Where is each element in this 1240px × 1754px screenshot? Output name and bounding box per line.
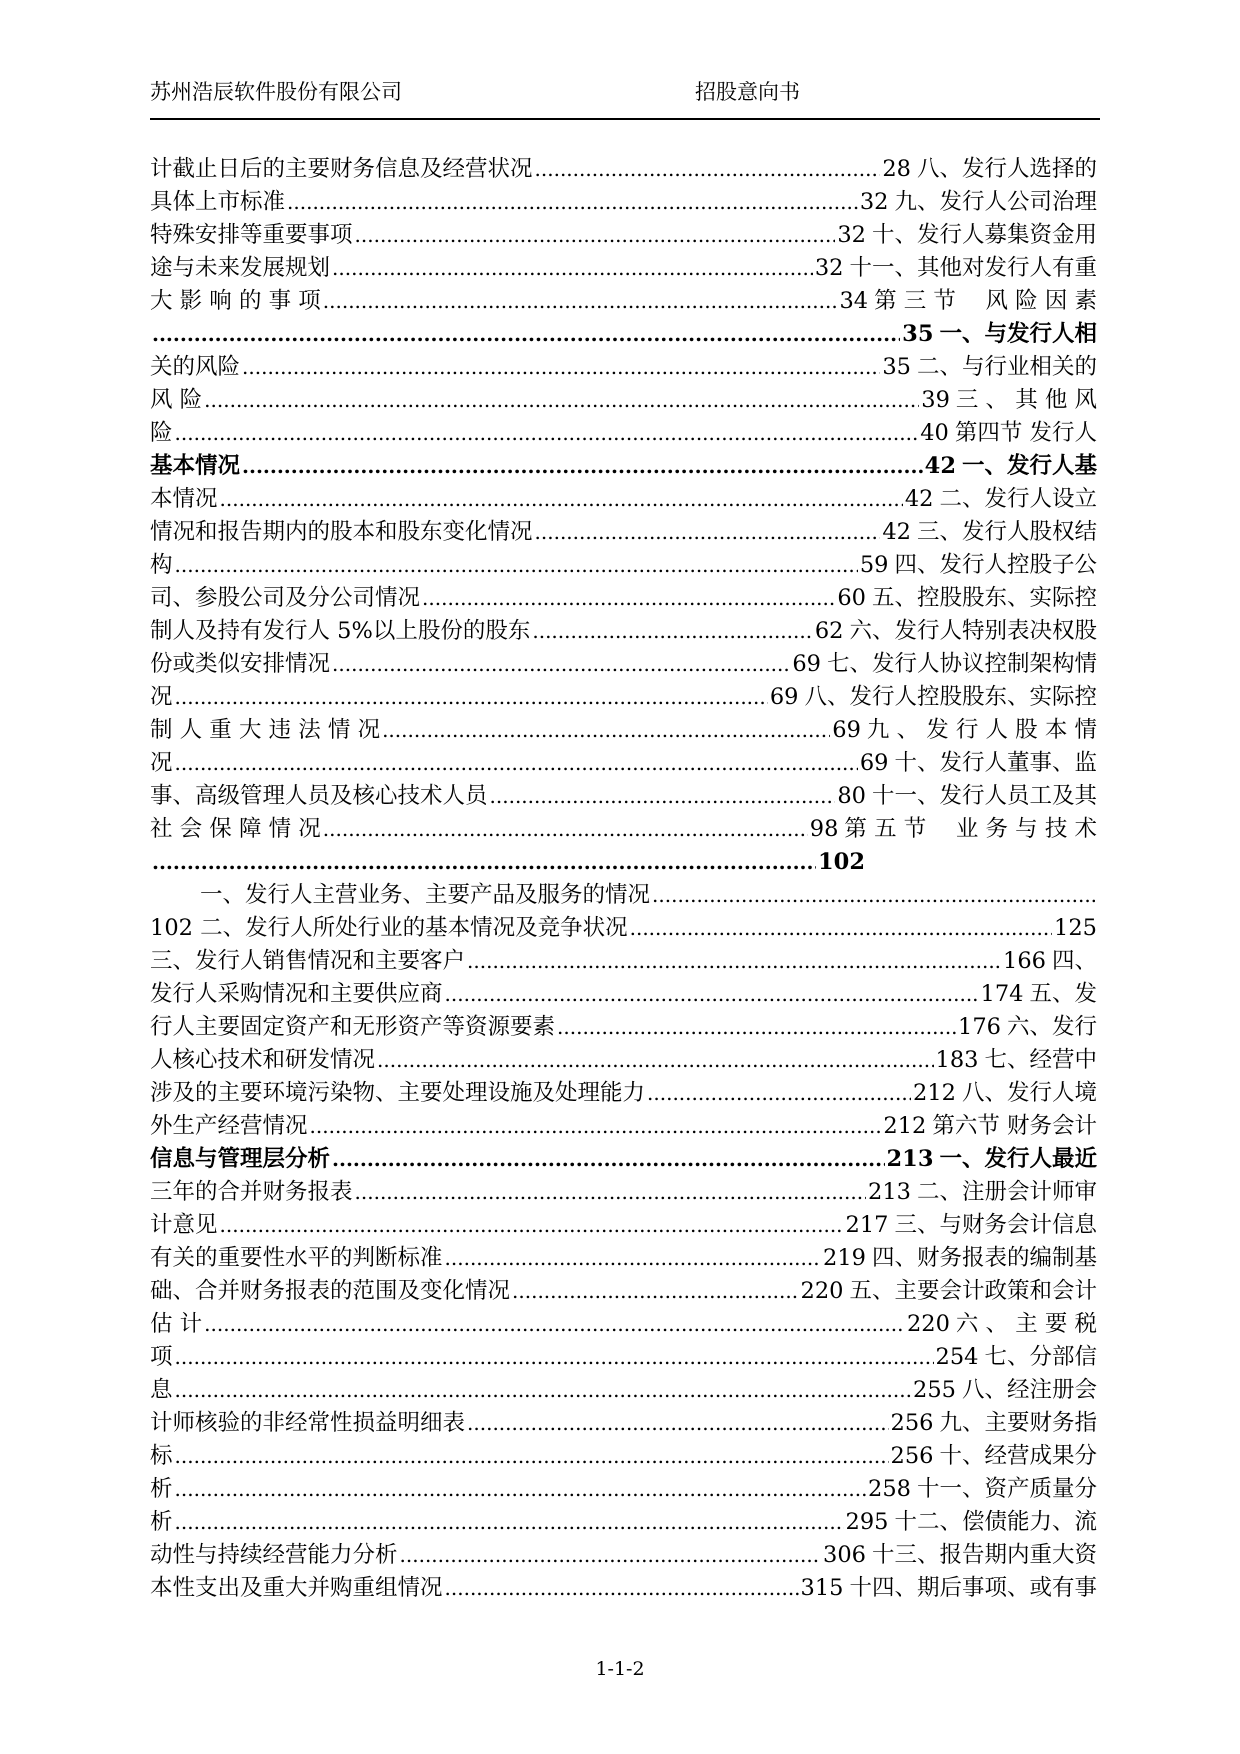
toc-leader-dots	[382, 714, 830, 747]
toc-next-entry-text: 十、发行人募集资金用	[871, 222, 1097, 248]
toc-entry-text: 动性与持续经营能力分析	[150, 1542, 398, 1568]
toc-leader-dots	[647, 1077, 911, 1110]
toc-page-number: 35	[882, 354, 911, 380]
toc-leader-dots	[287, 186, 858, 219]
toc-entry-text: 基本情况	[150, 453, 241, 479]
company-name: 苏州浩辰软件股份有限公司	[150, 80, 402, 104]
toc-entry-text: 关的风险	[150, 354, 241, 380]
toc-line	[150, 285, 1097, 318]
toc-leader-dots	[220, 1209, 844, 1242]
toc-entry-text: 息	[150, 1377, 173, 1403]
toc-line	[150, 252, 1097, 285]
table-of-contents	[150, 153, 1097, 1605]
toc-leader-dots	[490, 780, 836, 813]
page-header	[150, 76, 1100, 116]
toc-next-entry-text: 七、经营中	[984, 1047, 1097, 1073]
toc-line	[150, 1110, 1097, 1143]
toc-line	[150, 714, 1097, 747]
toc-line	[150, 846, 865, 879]
toc-next-entry-text: 四、发行人控股子公	[894, 552, 1097, 578]
toc-line	[150, 681, 1097, 714]
toc-line	[150, 351, 1097, 384]
toc-line	[150, 219, 1097, 252]
toc-line	[150, 549, 1097, 582]
toc-line	[150, 879, 1097, 912]
toc-next-entry-text: 十二、偿债能力、流	[894, 1509, 1097, 1535]
toc-next-entry-text: 一、发行人基	[961, 453, 1097, 479]
toc-next-entry-text: 第六节 财务会计	[932, 1113, 1097, 1139]
toc-entry-text: 具体上市标准	[150, 189, 286, 215]
toc-leader-dots	[310, 1110, 882, 1143]
toc-next-entry-text: 八、发行人选择的	[916, 156, 1097, 182]
toc-entry-text: 析	[150, 1476, 173, 1502]
toc-entry-text: 计意见	[150, 1212, 218, 1238]
toc-page-number: 35	[902, 321, 934, 347]
toc-line	[150, 912, 1097, 945]
toc-page-number: 42	[924, 453, 956, 479]
toc-page-number: 258	[868, 1476, 911, 1502]
toc-page-number: 32	[814, 255, 844, 281]
toc-leader-dots	[204, 1308, 905, 1341]
toc-leader-dots	[175, 747, 858, 780]
toc-next-entry-text: 一、与发行人相	[939, 321, 1097, 347]
toc-next-entry-text: 三、与财务会计信息	[894, 1212, 1097, 1238]
page-number: 1-1-2	[595, 1658, 645, 1680]
toc-next-entry-text: 二、注册会计师审	[916, 1179, 1097, 1205]
document-title: 招股意向书	[695, 80, 800, 104]
toc-line	[150, 1176, 1097, 1209]
toc-next-entry-text: 十、经营成果分	[939, 1443, 1097, 1469]
toc-page-number: 59	[859, 552, 889, 578]
toc-leader-dots	[512, 1275, 799, 1308]
toc-next-entry-text: 九、发行人公司治理	[894, 189, 1097, 215]
toc-next-entry-text: 八、发行人境	[961, 1080, 1097, 1106]
toc-next-entry-text: 十一、资产质量分	[916, 1476, 1097, 1502]
toc-next-entry-text: 一、发行人最近	[939, 1146, 1097, 1172]
toc-next-entry-text: 十、发行人董事、监	[894, 750, 1097, 776]
toc-entry-text: 标	[150, 1443, 173, 1469]
toc-leader-dots	[323, 285, 838, 318]
toc-next-entry-text: 第 三 节 风 险 因 素	[874, 288, 1097, 314]
toc-leader-dots	[467, 945, 1001, 978]
toc-page-number: 174	[980, 981, 1024, 1007]
toc-leader-dots	[445, 1242, 822, 1275]
toc-page-number: 125	[1054, 915, 1097, 941]
toc-entry-text: 人核心技术和研发情况	[150, 1047, 376, 1073]
toc-next-entry-text: 五、控股股东、实际控	[871, 585, 1097, 611]
toc-next-entry-text: 六、发行人特别表决权股	[849, 618, 1097, 644]
toc-entry-text: 计截止日后的主要财务信息及经营状况	[150, 156, 533, 182]
toc-page-number: 69	[859, 750, 889, 776]
toc-leader-dots	[355, 219, 836, 252]
toc-next-entry-text: 八、经注册会	[961, 1377, 1097, 1403]
toc-line	[150, 153, 1097, 186]
toc-line	[150, 1242, 1097, 1275]
toc-line	[150, 1143, 1097, 1176]
toc-leader-dots	[152, 846, 816, 879]
toc-line	[150, 1539, 1097, 1572]
toc-page-number: 219	[823, 1245, 866, 1271]
toc-line	[150, 1506, 1097, 1539]
toc-next-entry-text: 四、	[1051, 948, 1097, 974]
toc-leader-dots	[242, 450, 923, 483]
toc-entry-text: 险	[150, 420, 173, 446]
toc-entry-text: 大 影 响 的 事 项	[150, 288, 321, 314]
toc-entry-text: 础、合并财务报表的范围及变化情况	[150, 1278, 511, 1304]
toc-leader-dots	[332, 1143, 885, 1176]
toc-entry-text: 三年的合并财务报表	[150, 1179, 353, 1205]
toc-leader-dots	[535, 153, 881, 186]
toc-entry-text: 计师核验的非经常性损益明细表	[150, 1410, 466, 1436]
toc-page-number: 40	[920, 420, 949, 446]
toc-page-number: 217	[845, 1212, 889, 1238]
toc-leader-dots	[175, 681, 768, 714]
toc-next-entry-text: 六、发行	[1006, 1014, 1097, 1040]
toc-page-number: 220	[906, 1311, 950, 1337]
toc-leader-dots	[630, 912, 1052, 945]
toc-page-number: 28	[882, 156, 911, 182]
toc-page-number: 176	[958, 1014, 1001, 1040]
toc-line	[150, 417, 1097, 450]
toc-next-entry-text: 七、发行人协议控制架构情	[826, 651, 1097, 677]
toc-leader-dots	[323, 813, 808, 846]
toc-line	[150, 1572, 1097, 1605]
toc-leader-dots	[332, 648, 790, 681]
toc-page-number: 80	[837, 783, 866, 809]
toc-page-number: 255	[913, 1377, 956, 1403]
toc-next-entry-text: 九、主要财务指	[939, 1410, 1097, 1436]
toc-line	[150, 1440, 1097, 1473]
toc-page-number: 295	[845, 1509, 889, 1535]
toc-page-number: 32	[859, 189, 889, 215]
toc-entry-text: 本情况	[150, 486, 218, 512]
toc-entry-text: 信息与管理层分析	[150, 1146, 331, 1172]
toc-page-number: 69	[792, 651, 821, 677]
toc-entry-text: 项	[150, 1344, 173, 1370]
toc-page-number: 60	[837, 585, 866, 611]
toc-line	[150, 384, 1097, 417]
toc-leader-dots	[175, 417, 919, 450]
toc-page-number: 34	[839, 288, 869, 314]
toc-entry-text: 外生产经营情况	[150, 1113, 308, 1139]
toc-line	[150, 1275, 1097, 1308]
toc-next-entry-text: 三、发行人股权结	[916, 519, 1097, 545]
toc-line	[150, 1044, 1097, 1077]
toc-next-entry-text: 二、与行业相关的	[916, 354, 1097, 380]
toc-page-number: 213	[886, 1146, 934, 1172]
toc-line	[150, 978, 1097, 1011]
toc-entry-text: 102 二、发行人所处行业的基本情况及竞争状况	[150, 915, 628, 941]
toc-page-number: 256	[890, 1410, 934, 1436]
toc-line	[150, 813, 1097, 846]
toc-next-entry-text: 七、分部信	[984, 1344, 1097, 1370]
toc-line	[150, 1341, 1097, 1374]
toc-line	[150, 516, 1097, 549]
toc-entry-text: 本性支出及重大并购重组情况	[150, 1575, 443, 1601]
toc-line	[150, 615, 1097, 648]
toc-leader-dots	[535, 516, 881, 549]
toc-next-entry-text: 九 、 发 行 人 股 本 情	[866, 717, 1097, 743]
toc-line	[150, 747, 1097, 780]
toc-line	[150, 945, 1097, 978]
toc-leader-dots	[175, 1473, 867, 1506]
toc-next-entry-text: 十一、发行人员工及其	[871, 783, 1097, 809]
toc-leader-dots	[175, 1506, 844, 1539]
toc-page-number: 39	[921, 387, 950, 413]
toc-page-number: 220	[800, 1278, 844, 1304]
toc-leader-dots	[332, 252, 813, 285]
toc-page-number: 306	[823, 1542, 866, 1568]
toc-leader-dots	[445, 1572, 799, 1605]
toc-page-number: 212	[913, 1080, 956, 1106]
toc-page-number: 102	[818, 849, 865, 875]
toc-line	[150, 648, 1097, 681]
toc-entry-text: 涉及的主要环境污染物、主要处理设施及处理能力	[150, 1080, 646, 1106]
toc-next-entry-text: 六 、 主 要 税	[955, 1311, 1097, 1337]
toc-next-entry-text: 二、发行人设立	[939, 486, 1097, 512]
toc-page-number: 254	[935, 1344, 979, 1370]
toc-next-entry-text: 十一、其他对发行人有重	[849, 255, 1097, 281]
toc-leader-dots	[175, 1374, 912, 1407]
toc-entry-text: 一、发行人主营业务、主要产品及服务的情况	[200, 882, 651, 908]
toc-page-number: 69	[832, 717, 861, 743]
toc-leader-dots	[175, 549, 858, 582]
toc-entry-text: 特殊安排等重要事项	[150, 222, 353, 248]
toc-line	[150, 1473, 1097, 1506]
toc-line	[150, 1209, 1097, 1242]
toc-entry-text: 制 人 重 大 违 法 情 况	[150, 717, 381, 743]
toc-entry-text: 行人主要固定资产和无形资产等资源要素	[150, 1014, 556, 1040]
toc-entry-text: 析	[150, 1509, 173, 1535]
toc-line	[150, 780, 1097, 813]
toc-entry-text: 构	[150, 552, 173, 578]
toc-leader-dots	[377, 1044, 934, 1077]
toc-page-number: 213	[868, 1179, 911, 1205]
toc-entry-text: 有关的重要性水平的判断标准	[150, 1245, 443, 1271]
toc-entry-text: 事、高级管理人员及核心技术人员	[150, 783, 488, 809]
toc-page-number: 183	[935, 1047, 979, 1073]
toc-page-number: 98	[809, 816, 839, 842]
toc-line	[150, 1374, 1097, 1407]
toc-page-number: 42	[904, 486, 934, 512]
toc-line	[150, 1077, 1097, 1110]
toc-page-number: 42	[882, 519, 911, 545]
toc-line	[150, 318, 1097, 351]
toc-next-entry-text: 第 五 节 业 务 与 技 术	[844, 816, 1097, 842]
toc-next-entry-text: 五、发	[1029, 981, 1097, 1007]
toc-next-entry-text: 三 、 其 他 风	[955, 387, 1097, 413]
toc-leader-dots	[422, 582, 835, 615]
toc-next-entry-text: 四、财务报表的编制基	[871, 1245, 1097, 1271]
toc-next-entry-text: 十四、期后事项、或有事	[849, 1575, 1097, 1601]
toc-entry-text: 况	[150, 684, 173, 710]
toc-leader-dots	[355, 1176, 867, 1209]
toc-line	[150, 483, 1097, 516]
toc-entry-text: 情况和报告期内的股本和股东变化情况	[150, 519, 533, 545]
toc-leader-dots	[175, 1440, 889, 1473]
toc-line	[150, 582, 1097, 615]
toc-leader-dots	[175, 1341, 934, 1374]
toc-leader-dots	[204, 384, 919, 417]
toc-next-entry-text: 十三、报告期内重大资	[871, 1542, 1097, 1568]
toc-next-entry-text: 八、发行人控股股东、实际控	[804, 684, 1097, 710]
toc-page-number: 256	[890, 1443, 934, 1469]
toc-line	[150, 1407, 1097, 1440]
toc-entry-text: 风 险	[150, 387, 203, 413]
toc-page-number: 166	[1003, 948, 1046, 974]
toc-next-entry-text: 五、主要会计政策和会计	[849, 1278, 1097, 1304]
toc-next-entry-text: 第四节 发行人	[954, 420, 1097, 446]
toc-leader-dots	[532, 615, 812, 648]
toc-leader-dots	[557, 1011, 956, 1044]
toc-page-number: 315	[800, 1575, 844, 1601]
toc-leader-dots	[220, 483, 903, 516]
toc-leader-dots	[242, 351, 880, 384]
toc-entry-text: 社 会 保 障 情 况	[150, 816, 321, 842]
toc-line	[150, 450, 1097, 483]
header-rule	[150, 118, 1100, 120]
toc-line	[150, 186, 1097, 219]
toc-entry-text: 份或类似安排情况	[150, 651, 331, 677]
toc-page-number: 32	[837, 222, 866, 248]
toc-leader-dots	[445, 978, 979, 1011]
toc-page-number: 62	[814, 618, 844, 644]
toc-leader-dots	[152, 318, 900, 351]
toc-entry-text: 发行人采购情况和主要供应商	[150, 981, 443, 1007]
toc-page-number: 69	[769, 684, 799, 710]
toc-entry-text: 况	[150, 750, 173, 776]
toc-entry-text: 制人及持有发行人 5%以上股份的股东	[150, 618, 531, 644]
toc-leader-dots	[652, 879, 1095, 912]
toc-entry-text: 估 计	[150, 1311, 203, 1337]
toc-entry-text: 三、发行人销售情况和主要客户	[150, 948, 466, 974]
toc-page-number: 212	[883, 1113, 927, 1139]
toc-line	[150, 1308, 1097, 1341]
toc-leader-dots	[400, 1539, 822, 1572]
toc-line	[150, 1011, 1097, 1044]
toc-entry-text: 司、参股公司及分公司情况	[150, 585, 421, 611]
toc-leader-dots	[467, 1407, 889, 1440]
toc-entry-text: 途与未来发展规划	[150, 255, 331, 281]
